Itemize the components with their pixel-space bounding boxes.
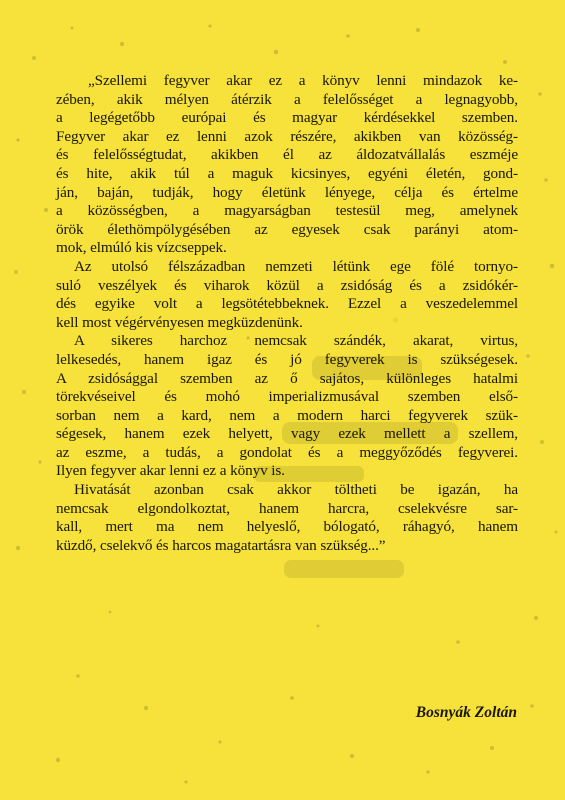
quote-line: a közösségben, a magyarságban testesül meg, amelynek [56,202,518,220]
quote-line: nemcsak elgondolkoztat, hanem harcra, cselekvésre sar- [56,499,518,517]
quote-line: suló veszélyek és viharok közül a zsidóság és a zsidókér- [56,276,518,294]
quote-line: a legégetőbb európai és magyar kérdésekkel szemben. [56,109,518,127]
quote-line: A sikeres harchoz nemcsak szándék, akarat, virtus, [74,332,518,350]
quote-line: ján, baján, tudják, hogy életünk lényege, célja és értelme [56,183,518,201]
quote-line: ségesek, hanem ezek helyett, vagy ezek mellett a szellem, [56,425,518,443]
quote-line: törekvéseivel és mohó imperializmusával szemben első- [56,388,518,406]
quote-line: „Szellemi fegyver akar ez a könyv lenni mindazok ke- [88,72,518,89]
quote-line: mok, elmúló kis vízcseppek. [56,239,227,257]
quote-line: Hivatását azonban csak akkor töltheti be igazán, ha [74,481,518,499]
quote-line: sorban nem a kard, nem a modern harci fegyverek szük- [56,406,518,424]
quote-line: és hite, akik túl a maguk kicsinyes, egyéni életén, gond- [56,164,518,182]
quote-line: Fegyver akar ez lenni azok részére, akikben van közösség- [56,127,518,145]
quote-line: Az utolsó félszázadban nemzeti létünk ege fölé tornyo- [74,257,518,275]
quote-line: A zsidósággal szemben az ő sajátos, különleges hatalmi [56,369,518,387]
quote-line: zében, akik mélyen átérzik a felelősséget a legnagyobb, [56,90,518,108]
quote-line: kell most végérvényesen megküzdenünk. [56,313,303,331]
quote-line: küzdő, cselekvő és harcos magatartásra van szükség...” [56,536,386,554]
quote-line: lelkesedés, hanem igaz és jó fegyverek is szükségesek. [56,350,518,368]
quote-text [56,72,518,555]
quote-line: és felelősségtudat, akikben él az áldozatvállalás eszméje [56,146,518,164]
quote-line: Ilyen fegyver akar lenni ez a könyv is. [56,462,285,480]
author-signature: Bosnyák Zoltán [415,704,517,721]
quote-line: kall, mert ma nem helyeslő, bólogató, ráhagyó, hanem [56,518,518,536]
quote-line: az eszme, a tudás, a gondolat és a meggyőződés fegyverei. [56,443,518,461]
quote-line: örök élethömpölygésében az egyesek csak parányi atom- [56,220,518,238]
quote-line: dés egyike volt a legsötétebbeknek. Ezzel a veszedelemmel [56,295,518,313]
